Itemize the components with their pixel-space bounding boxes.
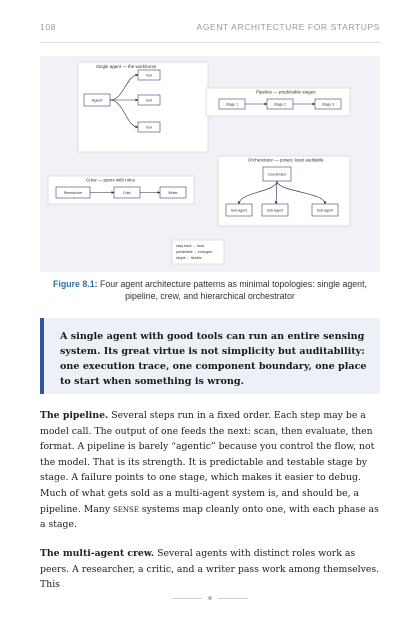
pipeline-stage-3-label: Stage 3 bbox=[321, 102, 335, 107]
sense-acronym: sense bbox=[113, 503, 139, 515]
crew-writer-label: Writer bbox=[168, 191, 178, 195]
pipeline-title: Pipeline — predictable stages bbox=[256, 89, 316, 95]
tool-node-1-label: tool bbox=[146, 73, 152, 78]
paragraph-pipeline bbox=[40, 408, 380, 533]
tool-node-3-label: tool bbox=[146, 125, 152, 130]
paragraph-crew bbox=[40, 546, 380, 593]
subagent-node-1-label: Sub-agent bbox=[230, 208, 248, 213]
footer-rule-left bbox=[172, 598, 202, 599]
pipeline-text-b: systems map cleanly onto one, with each phase as a stage. bbox=[40, 503, 379, 531]
pipeline-stage-1-label: Stage 1 bbox=[225, 102, 239, 107]
legend-line-2: predictable → emergent bbox=[176, 250, 213, 254]
orchestrator-title: Orchestrator — power, least auditable bbox=[248, 157, 324, 163]
pipeline-heading: The pipeline. bbox=[40, 410, 109, 421]
legend-line-1: easy trace → hard bbox=[176, 244, 204, 248]
legend-line-3: simple → flexible bbox=[176, 256, 202, 260]
figure-agent-patterns bbox=[40, 56, 380, 272]
footer-rule-right bbox=[218, 598, 248, 599]
crew-text: Several agents with distinct roles work as peers. A researcher, a critic, and a writer pass work among themselves. This bbox=[40, 548, 380, 591]
subagent-node-3-label: Sub-agent bbox=[316, 208, 334, 213]
coordinator-node-label: Coordinator bbox=[267, 172, 287, 177]
tool-node-2-label: tool bbox=[146, 98, 152, 103]
pipeline-stage-2-label: Stage 2 bbox=[273, 102, 287, 107]
subagent-node-2-label: Sub-agent bbox=[266, 208, 284, 213]
figure-caption-label: Figure 8.1: bbox=[53, 279, 98, 289]
crew-panel bbox=[48, 176, 194, 204]
single-agent-panel bbox=[78, 62, 208, 152]
figure-legend bbox=[172, 240, 224, 264]
figure-caption-text: Four agent architecture patterns as minimal topologies: single agent, pipeline, crew, and hierarchical orchestrator bbox=[99, 279, 367, 301]
pull-quote bbox=[40, 318, 380, 394]
running-title: AGENT ARCHITECTURE FOR STARTUPS bbox=[196, 22, 380, 32]
page-number: 108 bbox=[40, 22, 56, 32]
crew-title: Crew — peers with roles bbox=[86, 177, 136, 183]
pipeline-panel bbox=[206, 88, 350, 116]
crew-researcher-label: Researcher bbox=[63, 191, 83, 195]
agent-node-label: Agent bbox=[91, 97, 103, 103]
page-footer-ornament bbox=[172, 594, 248, 602]
page-header bbox=[40, 22, 380, 36]
header-rule bbox=[40, 42, 380, 43]
pull-quote-text: A single agent with good tools can run an entire sensing system. Its great virtue is not simplicity but auditability: one execution trace, one component boundary, one place to start when something is wrong. bbox=[60, 331, 367, 387]
architecture-diagram bbox=[40, 56, 380, 272]
pipeline-text-a: Several steps run in a fixed order. Each step may be a model call. The output of one feeds the next: scan, then evaluate, then format. A pipeline is barely “agentic” because you control the flow, not the model. That is its strength. It is predictable and testable stage by stage. A failure points to one stage, which makes it easier to debug. Much of what gets sold as a multi-agent system is, and should be, a pipeline. Many bbox=[40, 410, 375, 515]
footer-dot bbox=[208, 596, 212, 600]
figure-caption bbox=[44, 278, 376, 302]
orchestrator-panel bbox=[218, 156, 350, 226]
single-agent-title: Single agent — the workhorse bbox=[96, 64, 157, 69]
crew-critic-label: Critic bbox=[122, 191, 132, 195]
crew-heading: The multi-agent crew. bbox=[40, 548, 155, 559]
